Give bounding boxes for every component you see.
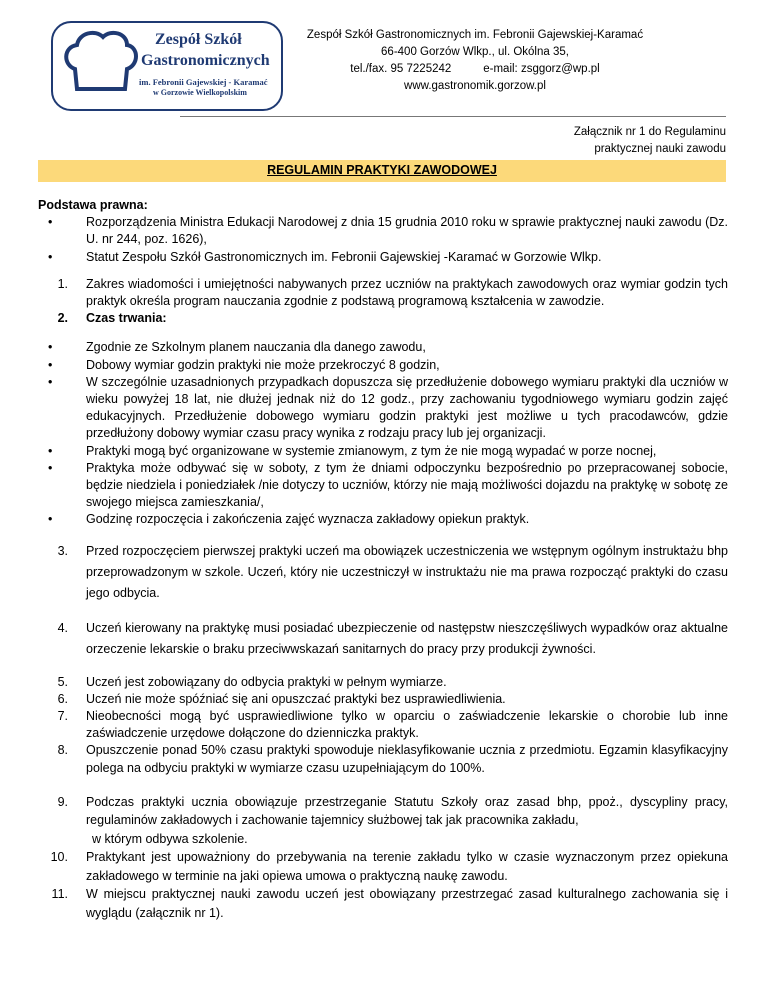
- logo-city: w Gorzowie Wielkopolskim: [153, 88, 247, 97]
- duration-item: • W szczególnie uzasadnionych przypadkach dopuszcza się przedłużenie dobowego wymiaru praktyki dla uczniów w wieku powyżej 18 lat, nie dłużej jednak niż do 12 godz., przy zachowaniu tygodniowego wymiaru godzin zajęć edukacyjnych. Przedłużenie dobowego wymiaru godzin praktyki jest możliwe u tych pracodawców, gdzie przedłużony dobowy wymiar czasu pracy wynika z rodzaju pracy lub jej organizacji.: [38, 374, 728, 443]
- rule-7-text: Nieobecności mogą być usprawiedliwione tylko w oparciu o zaświadczenie lekarskie o chorobie lub inne zaświadczenie urzędowe dołączone do dzienniczka praktyk.: [86, 709, 728, 741]
- duration-item: • Zgodnie ze Szkolnym planem nauczania dla danego zawodu,: [38, 339, 728, 356]
- rule-2-text: Czas trwania:: [86, 311, 167, 326]
- rule-9-text: Podczas praktyki ucznia obowiązuje przestrzeganie Statutu Szkoły oraz zasad bhp, ppoż., dyscypliny pracy, regulaminów zakładowych i zachowanie tajemnicy służbowej tak jak pracownika zakładu,: [86, 794, 728, 828]
- rule-6: 6. Uczeń nie może spóźniać się ani opuszczać praktyki bez usprawiedliwienia.: [57, 691, 506, 706]
- rule-2-heading: 2. Czas trwania:: [57, 311, 167, 326]
- duration-item: • Godzinę rozpoczęcia i zakończenia zajęć wyznacza zakładowy opiekun praktyk.: [38, 511, 728, 528]
- rule-1: 1. Zakres wiadomości i umiejętności nabywanych przez uczniów na praktykach zawodowych oraz wymiar godzin tych praktyk określa program nauczania zgodnie z podstawą programową kształcenia w zawodzie.: [57, 276, 728, 309]
- attachment-line1: Załącznik nr 1 do Regulaminu: [573, 126, 726, 138]
- duration-item: • Praktyki mogą być organizowane w systemie zmianowym, z tym że nie mogą wypadać w porze nocnej,: [38, 443, 728, 460]
- rule-11: 11. W miejscu praktycznej nauki zawodu uczeń jest obowiązany przestrzegać zasad kulturalnego zachowania się i wyglądu (załącznik nr 1).: [51, 887, 728, 920]
- rule-3-text: Przed rozpoczęciem pierwszej praktyki uczeń ma obowiązek uczestniczenia we wstępnym ogólnym instruktażu bhp przeprowadzonym w szkole. Uczeń, który nie uczestniczył w instruktażu nie ma prawa rozpocząć praktyki do czasu jego odbycia.: [86, 543, 728, 600]
- rule-8: 8. Opuszczenie ponad 50% czasu praktyki spowoduje nieklasyfikowanie ucznia z przedmiotu. Egzamin klasyfikacyjny polega na odbyciu praktyki w wymiarze czasu uzupełniającym do 100%.: [57, 743, 728, 775]
- basis-item: • Statut Zespołu Szkół Gastronomicznych im. Febronii Gajewskiej -Karamać w Gorzowie Wlkp.: [38, 249, 728, 266]
- logo-name-line1: Zespół Szkół: [155, 31, 242, 48]
- document-body: [38, 197, 728, 922]
- rule-10-text: Praktykant jest upoważniony do przebywania na terenie zakładu tylko w czasie wyznaczonym przez opiekuna zakładowego w terminie na jaki opiewa umowa o praktyczną naukę zawodu.: [86, 850, 728, 883]
- attachment-line2: praktycznej nauki zawodu: [594, 143, 726, 155]
- rule-10: 10. Praktykant jest upoważniony do przebywania na terenie zakładu tylko w czasie wyznaczonym przez opiekuna zakładowego w terminie na jaki opiewa umowa o praktyczną naukę zawodu.: [50, 850, 728, 883]
- rule-8-text: Opuszczenie ponad 50% czasu praktyki spowoduje nieklasyfikowanie ucznia z przedmiotu. Egzamin klasyfikacyjny polega na odbyciu praktyki w wymiarze czasu uzupełniającym do 100%.: [86, 743, 728, 775]
- school-address: 66-400 Gorzów Wlkp., ul. Okólna 35,: [381, 46, 569, 58]
- rule-9: 9. Podczas praktyki ucznia obowiązuje przestrzeganie Statutu Szkoły oraz zasad bhp, ppoż., dyscypliny pracy, regulaminów zakładowych i zachowanie tajemnicy służbowej tak jak pracownika zakładu, w którym odbywa szkolenie.: [57, 794, 728, 846]
- rule-5: 5. Uczeń jest zobowiązany do odbycia praktyki w pełnym wymiarze.: [57, 674, 447, 689]
- logo-patron: im. Febronii Gajewskiej - Karamać: [139, 77, 268, 87]
- rule-7: 7. Nieobecności mogą być usprawiedliwione tylko w oparciu o zaświadczenie lekarskie o chorobie lub inne zaświadczenie urzędowe dołączone do dzienniczka praktyk.: [57, 709, 728, 741]
- school-website: www.gastronomik.gorzow.pl: [404, 80, 546, 92]
- chef-hat-icon: [61, 29, 141, 99]
- school-logo: [51, 21, 283, 111]
- duration-item: • Praktyka może odbywać się w soboty, z tym że dniami odpoczynku bezpośrednio po przepracowanej sobocie, będzie niedziela i poniedziałek /nie dotyczy to uczniów, którzy nie mają możliwości dojazdu na praktykę w sobotę ze swojego miejsca zamieszkania/,: [38, 460, 728, 512]
- school-phone-email: tel./fax. 95 7225242 e-mail: zsggorz@wp.pl: [350, 63, 600, 75]
- rule-4-text: Uczeń kierowany na praktykę musi posiadać ubezpieczenie od następstw nieszczęśliwych wypadków oraz aktualne orzeczenie lekarskie o braku przeciwwskazań sanitarnych do pracy przy produkcji żywności.: [86, 620, 728, 656]
- rule-1-text: Zakres wiadomości i umiejętności nabywanych przez uczniów na praktykach zawodowych oraz wymiar godzin tych praktyk określa program nauczania zgodnie z podstawą programową kształcenia w zawodzie.: [86, 276, 728, 309]
- rule-3: 3. Przed rozpoczęciem pierwszej praktyki uczeń ma obowiązek uczestniczenia we wstępnym ogólnym instruktażu bhp przeprowadzonym w szkole. Uczeń, który nie uczestniczył w instruktażu nie ma prawa rozpocząć praktyki do czasu jego odbycia.: [57, 543, 728, 600]
- basis-heading: Podstawa prawna:: [38, 198, 148, 212]
- school-name: Zespół Szkół Gastronomicznych im. Febronii Gajewskiej-Karamać: [306, 29, 644, 41]
- rule-4: 4. Uczeń kierowany na praktykę musi posiadać ubezpieczenie od następstw nieszczęśliwych wypadków oraz aktualne orzeczenie lekarskie o braku przeciwwskazań sanitarnych do pracy przy produkcji żywności.: [57, 620, 728, 656]
- rule-5-text: Uczeń jest zobowiązany do odbycia praktyki w pełnym wymiarze.: [86, 674, 447, 689]
- basis-item: • Rozporządzenia Ministra Edukacji Narodowej z dnia 15 grudnia 2010 roku w sprawie praktycznej nauki zawodu (Dz. U. nr 244, poz. 1626),: [38, 214, 728, 248]
- header-divider: [180, 116, 726, 117]
- rule-9-continuation: w którym odbywa szkolenie.: [92, 831, 248, 846]
- rule-11-text: W miejscu praktycznej nauki zawodu uczeń jest obowiązany przestrzegać zasad kulturalnego zachowania się i wyglądu (załącznik nr 1).: [86, 887, 728, 920]
- document-title: REGULAMIN PRAKTYKI ZAWODOWEJ: [267, 163, 497, 177]
- school-contact-header: [300, 27, 650, 95]
- attachment-note: [574, 124, 726, 158]
- duration-item: • Dobowy wymiar godzin praktyki nie może przekroczyć 8 godzin,: [38, 357, 728, 374]
- logo-name-line2: Gastronomicznych: [141, 52, 270, 69]
- rule-6-text: Uczeń nie może spóźniać się ani opuszczać praktyki bez usprawiedliwienia.: [86, 691, 506, 706]
